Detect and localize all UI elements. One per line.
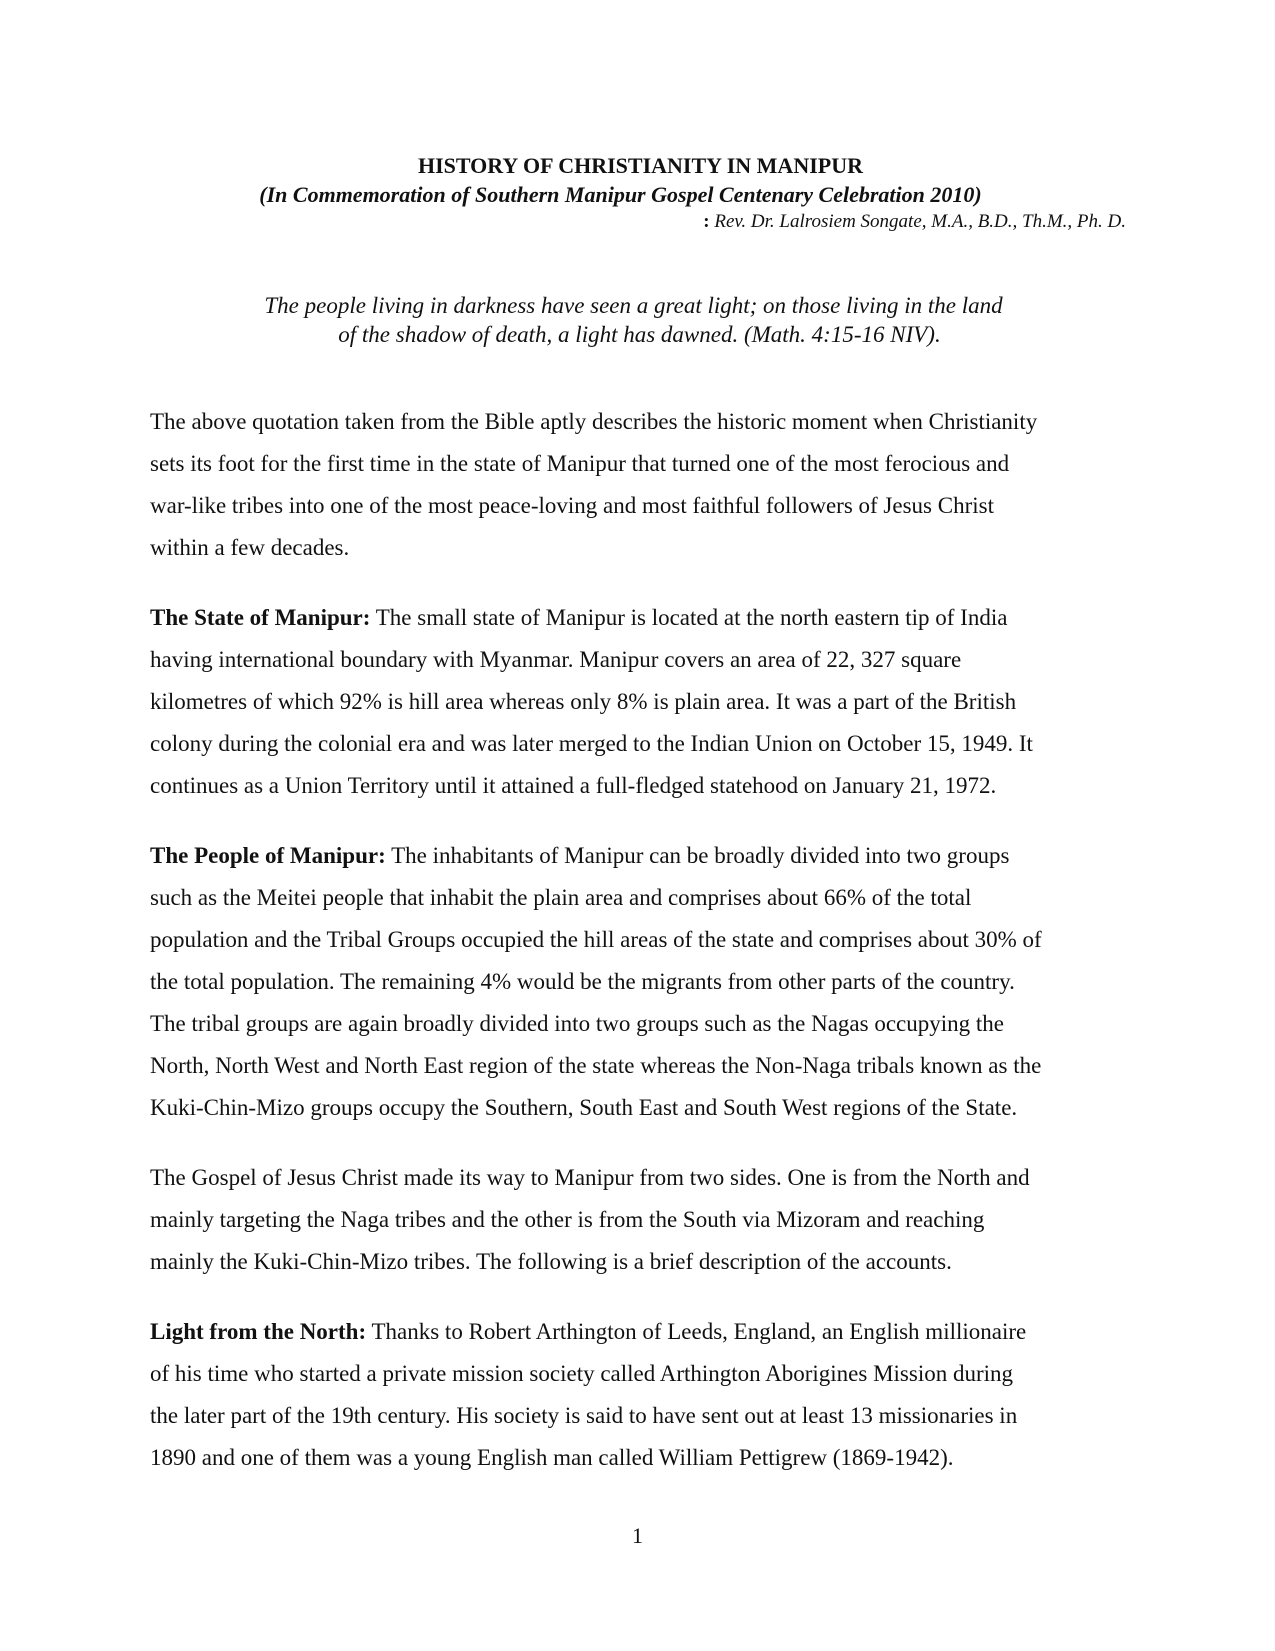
epigraph-line: The people living in darkness have seen a great light; on those living in the land [264,293,1003,318]
text-line: 1890 and one of them was a young English man called William Pettigrew (1869-1942). [150,1445,954,1470]
text-line: sets its foot for the first time in the state of Manipur that turned one of the most ferocious and [150,451,1010,476]
paragraph-people-of-manipur [150,835,1130,1129]
paragraph-light-from-north [150,1311,1130,1479]
body-text [150,401,1130,1507]
author-colon: : [703,211,710,232]
author-line [703,211,1126,233]
text-line: kilometres of which 92% is hill area whereas only 8% is plain area. It was a part of the British [150,689,1017,714]
text-run: Thanks to Robert Arthington of Leeds, England, an English millionaire [366,1319,1027,1344]
text-line: mainly the Kuki-Chin-Mizo tribes. The following is a brief description of the accounts. [150,1249,952,1274]
epigraph-line: of the shadow of death, a light has dawned. (Math. 4:15-16 NIV). [338,322,941,347]
text-line: North, North West and North East region of the state whereas the Non-Naga tribals known as the [150,1053,1042,1078]
text-run: The small state of Manipur is located at the north eastern tip of India [370,605,1008,630]
text-line: such as the Meitei people that inhabit the plain area and comprises about 66% of the total [150,885,972,910]
document-subtitle: (In Commemoration of Southern Manipur Gospel Centenary Celebration 2010) [259,182,982,207]
section-heading: Light from the North: [150,1319,367,1344]
author-name: Rev. Dr. Lalrosiem Songate, M.A., B.D., Th.M., Ph. D. [714,211,1126,232]
text-line: within a few decades. [150,535,350,560]
paragraph-gospel-two-sides [150,1157,1130,1283]
text-line: The Gospel of Jesus Christ made its way to Manipur from two sides. One is from the North and [150,1165,1030,1190]
document-header [0,152,1275,232]
text-line: having international boundary with Myanmar. Manipur covers an area of 22, 327 square [150,647,962,672]
text-line [150,1311,1130,1353]
page-number: 1 [632,1523,643,1548]
paragraph-state-of-manipur [150,597,1130,807]
text-line: war-like tribes into one of the most peace-loving and most faithful followers of Jesus Christ [150,493,994,518]
text-line: The above quotation taken from the Bible aptly describes the historic moment when Christianity [150,409,1038,434]
text-line: population and the Tribal Groups occupied the hill areas of the state and comprises about 30% of [150,927,1042,952]
text-line: Kuki-Chin-Mizo groups occupy the Southern, South East and South West regions of the State. [150,1095,1018,1120]
paragraph-intro [150,401,1130,569]
text-line: The tribal groups are again broadly divided into two groups such as the Nagas occupying the [150,1011,1004,1036]
section-heading: The People of Manipur: [150,843,386,868]
section-heading: The State of Manipur: [150,605,371,630]
text-line: colony during the colonial era and was later merged to the Indian Union on October 15, 1949. It [150,731,1033,756]
text-line: mainly targeting the Naga tribes and the other is from the South via Mizoram and reaching [150,1207,985,1232]
text-line: of his time who started a private mission society called Arthington Aborigines Mission during [150,1361,1014,1386]
text-line [150,597,1130,639]
text-run: The inhabitants of Manipur can be broadly divided into two groups [385,843,1010,868]
document-title: HISTORY OF CHRISTIANITY IN MANIPUR [418,153,863,178]
text-line [150,835,1130,877]
text-line: the total population. The remaining 4% would be the migrants from other parts of the country. [150,969,1015,994]
epigraph-quote [0,291,1275,349]
text-line: the later part of the 19th century. His society is said to have sent out at least 13 missionaries in [150,1403,1018,1428]
text-line: continues as a Union Territory until it attained a full-fledged statehood on January 21, 1972. [150,773,997,798]
